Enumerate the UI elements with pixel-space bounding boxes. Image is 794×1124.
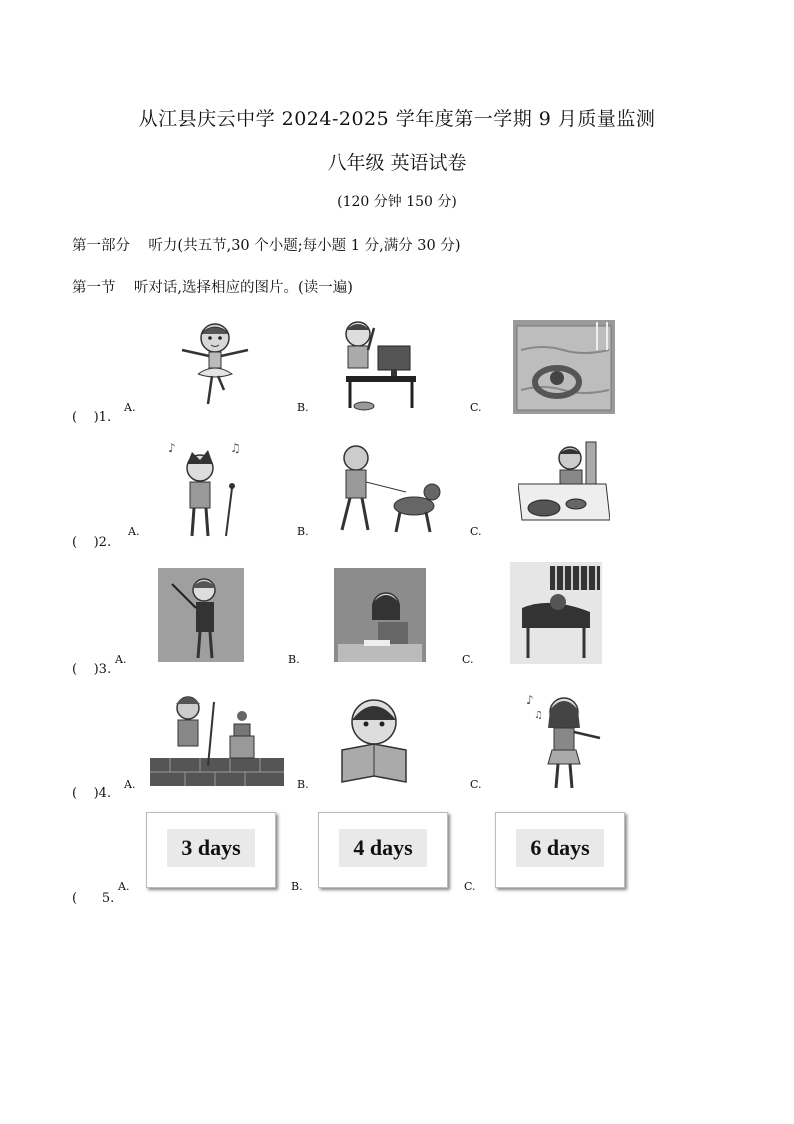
question-number-2: ( )2. [72, 535, 112, 550]
option-5b-days-text: 4 days [339, 829, 427, 867]
option-5a-label: A. [118, 880, 130, 893]
ballet-dancer-girl-picture [176, 318, 254, 410]
option-4c-label: C. [470, 778, 482, 791]
option-3b-label: B. [288, 653, 300, 666]
option-5c-card [495, 812, 625, 888]
girl-singing-picture [524, 688, 608, 792]
option-1c-label: C. [470, 401, 482, 414]
svg-text:♪: ♪ [168, 441, 176, 455]
option-5b-card [318, 812, 448, 888]
option-2b-label: B. [297, 525, 309, 538]
svg-text:♫: ♫ [534, 710, 543, 721]
question-number-4: ( )4. [72, 786, 112, 801]
option-2a-label: A. [128, 525, 140, 538]
exam-time-score: (120 分钟 150 分) [337, 194, 457, 210]
girl-reading-book-picture [338, 694, 410, 784]
option-3c-label: C. [462, 653, 474, 666]
woman-writing-at-desk-picture [334, 568, 426, 662]
option-1a-label: A. [124, 401, 136, 414]
exam-subtitle: 八年级 英语试卷 [327, 152, 467, 174]
svg-text:♪: ♪ [526, 693, 534, 707]
part1-heading: 第一部分 听力(共五节,30 个小题;每小题 1 分,满分 30 分) [72, 238, 461, 254]
option-5a-card [146, 812, 276, 888]
boy-walking-dog-picture [336, 442, 444, 536]
girl-at-computer-picture [334, 314, 420, 412]
girl-sweeping-floor-picture [150, 690, 284, 786]
option-5c-label: C. [464, 880, 476, 893]
option-4a-label: A. [124, 778, 136, 791]
option-1b-label: B. [297, 401, 309, 414]
option-4b-label: B. [297, 778, 309, 791]
svg-text:♫: ♫ [230, 441, 241, 455]
boy-singing-microphone-picture [164, 438, 248, 540]
question-number-1: ( )1. [72, 410, 112, 425]
option-5a-days-text: 3 days [167, 829, 255, 867]
section1-heading: 第一节 听对话,选择相应的图片。(读一遍) [72, 280, 353, 296]
question-number-3: ( )3. [72, 662, 112, 677]
exam-title: 从江县庆云中学 2024-2025 学年度第一学期 9 月质量监测 [138, 108, 656, 130]
option-5b-label: B. [291, 880, 303, 893]
option-3a-label: A. [115, 653, 127, 666]
girl-playing-piano-picture [510, 562, 602, 664]
option-5c-days-text: 6 days [516, 829, 604, 867]
teacher-with-pointer-picture [158, 568, 244, 662]
question-number-5: ( 5. [72, 891, 115, 906]
option-2c-label: C. [470, 525, 482, 538]
child-in-swimming-pool-picture [513, 320, 615, 414]
boy-eating-at-table-picture [518, 440, 610, 540]
